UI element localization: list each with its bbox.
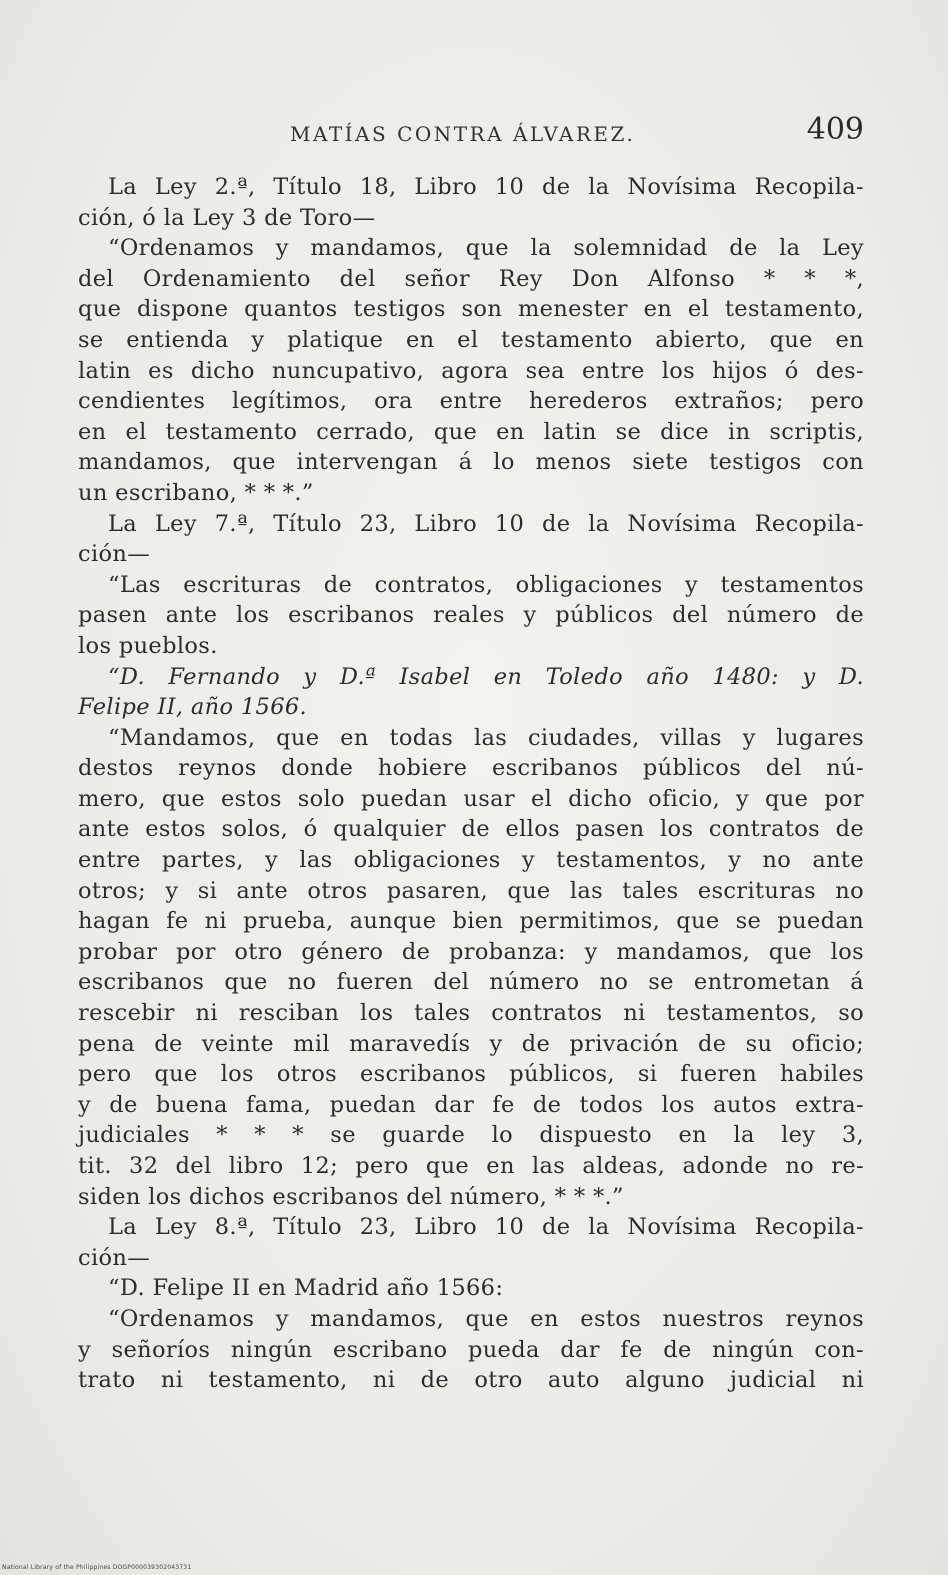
text-line-italic: “D. Fernando y D.ª Isabel en Toledo año 1480: y D.	[108, 663, 864, 690]
text-line: “Mandamos, que en todas las ciudades, villas y lugares	[108, 724, 864, 751]
page-header	[78, 112, 864, 158]
text-line: latin es dicho nuncupativo, agora sea entre los hijos ó des-	[78, 357, 864, 384]
text-line: judiciales * * * se guarde lo dispuesto en la ley 3,	[78, 1122, 864, 1149]
text-line: pero que los otros escribanos públicos, si fueren habiles	[78, 1061, 864, 1088]
text-line: escribanos que no fueren del número no se entrometan á	[78, 969, 864, 996]
text-line: “D. Felipe II en Madrid año 1566:	[108, 1275, 504, 1302]
text-line: La Ley 8.ª, Título 23, Libro 10 de la Novísima Recopila-	[108, 1214, 864, 1241]
text-line: un escribano, * * *.”	[78, 479, 314, 506]
running-title: MATÍAS CONTRA ÁLVAREZ.	[290, 122, 636, 146]
text-line: entre partes, y las obligaciones y testamentos, y no ante	[78, 847, 864, 874]
text-line: “Ordenamos y mandamos, que la solemnidad de la Ley	[108, 235, 864, 262]
text-line: rescebir ni resciban los tales contratos ni testamentos, so	[78, 1000, 864, 1027]
text-line: pasen ante los escribanos reales y públicos del número de	[78, 602, 864, 629]
text-line: La Ley 7.ª, Título 23, Libro 10 de la Novísima Recopila-	[108, 510, 864, 537]
text-line: ción—	[78, 1244, 151, 1271]
text-line: y de buena fama, puedan dar fe de todos los autos extra-	[78, 1091, 864, 1118]
text-line: ción—	[78, 541, 151, 568]
text-line: trato ni testamento, ni de otro auto alguno judicial ni	[78, 1367, 864, 1394]
text-line: que dispone quantos testigos son menester en el testamento,	[78, 296, 864, 323]
text-line: “Ordenamos y mandamos, que en estos nuestros reynos	[108, 1305, 864, 1332]
text-line: mero, que estos solo puedan usar el dicho oficio, y que por	[78, 785, 864, 812]
text-line: tit. 32 del libro 12; pero que en las aldeas, adonde no re-	[78, 1153, 864, 1179]
text-line: pena de veinte mil maravedís y de privación de su oficio;	[78, 1030, 864, 1057]
library-credit: National Library of the Philippines DOGP000039302043731	[2, 1564, 192, 1571]
text-line: se entienda y platique en el testamento abierto, que en	[78, 326, 864, 353]
page-number: 409	[806, 112, 864, 147]
text-line: en el testamento cerrado, que en latin se dice in scriptis,	[78, 418, 864, 445]
text-line: otros; y si ante otros pasaren, que las tales escrituras no	[78, 877, 864, 904]
body-text	[78, 172, 864, 1396]
text-line: ante estos solos, ó qualquier de ellos pasen los contratos de	[78, 816, 864, 843]
text-line-italic: Felipe II, año 1566.	[78, 694, 308, 721]
text-line: y señoríos ningún escribano pueda dar fe de ningún con-	[78, 1336, 864, 1363]
text-line: mandamos, que intervengan á lo menos siete testigos con	[78, 449, 864, 476]
text-line: los pueblos.	[78, 632, 218, 659]
text-line: del Ordenamiento del señor Rey Don Alfonso * * *,	[78, 265, 864, 292]
text-line: probar por otro género de probanza: y mandamos, que los	[78, 938, 864, 965]
text-line: ción, ó la Ley 3 de Toro—	[78, 204, 376, 231]
text-line: siden los dichos escribanos del número, * * *.”	[78, 1183, 624, 1210]
text-line: destos reynos donde hobiere escribanos públicos del nú-	[78, 755, 864, 782]
text-line: “Las escrituras de contratos, obligaciones y testamentos	[108, 571, 864, 598]
text-line: La Ley 2.ª, Título 18, Libro 10 de la Novísima Recopila-	[108, 174, 864, 200]
text-line: hagan fe ni prueba, aunque bien permitimos, que se puedan	[78, 908, 864, 935]
text-line: cendientes legítimos, ora entre herederos extraños; pero	[78, 388, 864, 415]
